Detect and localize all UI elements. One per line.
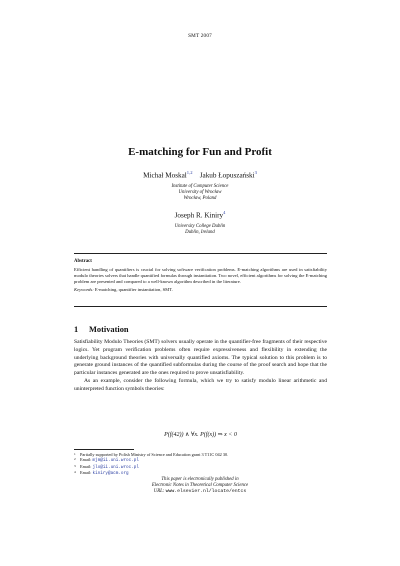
publication-line: Electronic Notes in Theoretical Computer Science <box>151 482 249 488</box>
url-label: URL: <box>153 488 165 494</box>
section-body <box>74 339 327 394</box>
footnote-text: Email: <box>80 457 93 463</box>
section-heading <box>74 325 129 334</box>
section-title: Motivation <box>89 325 129 334</box>
affiliation-line: Institute of Computer Science <box>171 184 229 189</box>
author-footnote-mark[interactable]: 4 <box>223 210 226 215</box>
author-name: Joseph R. Kiniry <box>174 211 224 220</box>
footnote-rule <box>74 449 134 450</box>
publication-notice <box>0 477 400 494</box>
footnote <box>74 470 327 476</box>
email-link[interactable]: jlo@ii.uni.wroc.pl <box>92 464 139 470</box>
footnote-text: Partially supported by Polish Ministry of Science and Education grant 3 T11C 042 30. <box>80 452 229 457</box>
abstract-heading: Abstract <box>74 259 92 264</box>
affiliation-line: Wrocław, Poland <box>183 196 217 201</box>
running-header: SMT 2007 <box>188 33 212 39</box>
footnote-text: Email: <box>80 470 93 476</box>
publication-url-line <box>0 489 400 495</box>
footnote-number: 3 <box>74 463 76 468</box>
display-formula: P(f(42)) ∧ ∀x. P(f(x)) ⇒ x < 0 <box>164 432 237 438</box>
author-name: Michał Moskal <box>143 171 187 180</box>
author-line-1 <box>0 170 400 179</box>
abstract-bottom-rule <box>74 306 327 307</box>
keywords-text: E-matching, quantifier instantiation, SMT. <box>94 287 173 292</box>
affiliation-line: University College Dublin <box>174 224 226 229</box>
abstract-top-rule <box>74 253 327 254</box>
author-footnote-mark[interactable]: 1,2 <box>186 170 193 175</box>
author-name: Jakub Łopuszański <box>199 171 255 180</box>
footnotes <box>74 452 327 477</box>
author-footnote-mark[interactable]: 3 <box>254 170 257 175</box>
footnote-number: 4 <box>74 470 76 475</box>
keywords-label: Keywords: <box>74 287 94 292</box>
email-link[interactable]: kiniry@acm.org <box>92 471 129 477</box>
footnote-text: Email: <box>80 463 93 469</box>
email-link[interactable]: mjm@ii.uni.wroc.pl <box>92 458 139 464</box>
affiliation-1 <box>0 184 400 202</box>
author-line-2 <box>0 210 400 219</box>
affiliation-line: University of Wrocław <box>178 190 222 195</box>
section-number: 1 <box>74 325 79 334</box>
affiliation-2 <box>0 224 400 236</box>
keywords <box>74 287 327 293</box>
affiliation-line: Dublin, Ireland <box>185 230 215 235</box>
footnote-number: 2 <box>74 457 76 462</box>
journal-url-link[interactable]: www.elsevier.nl/locate/entcs <box>165 488 247 494</box>
paragraph: Satisfiability Modulo Theories (SMT) solvers usually operate in the quantifier-free fragments of their respective logics. Yet program verification problems often require expressiveness and flexibility in extending the underlying background theories with universally quantified axioms. The typical solution to this problem is to generate ground instances of the quantified subformulas during the course of the proof search and hope that the particular instances generated are the ones required to prove unsatisfiability. <box>74 339 327 377</box>
paragraph: As an example, consider the following formula, which we try to satisfy modulo linear arithmetic and uninterpreted function symbols theories: <box>74 377 327 392</box>
publication-line: This paper is electronically published in <box>161 477 239 482</box>
abstract-body: Efficient handling of quantifiers is crucial for solving software verification problems. E-matching algorithms are used in satisfiability modulo theories solvers that handle quantified formulas through instantiation. Two novel, efficient algorithms for solving the E-matching problem are presented and compared to a well-known algorithm described in the literature. <box>74 267 327 284</box>
footnote-number: 1 <box>74 452 76 456</box>
paper-title: E-matching for Fun and Profit <box>128 146 272 158</box>
abstract <box>74 259 327 293</box>
